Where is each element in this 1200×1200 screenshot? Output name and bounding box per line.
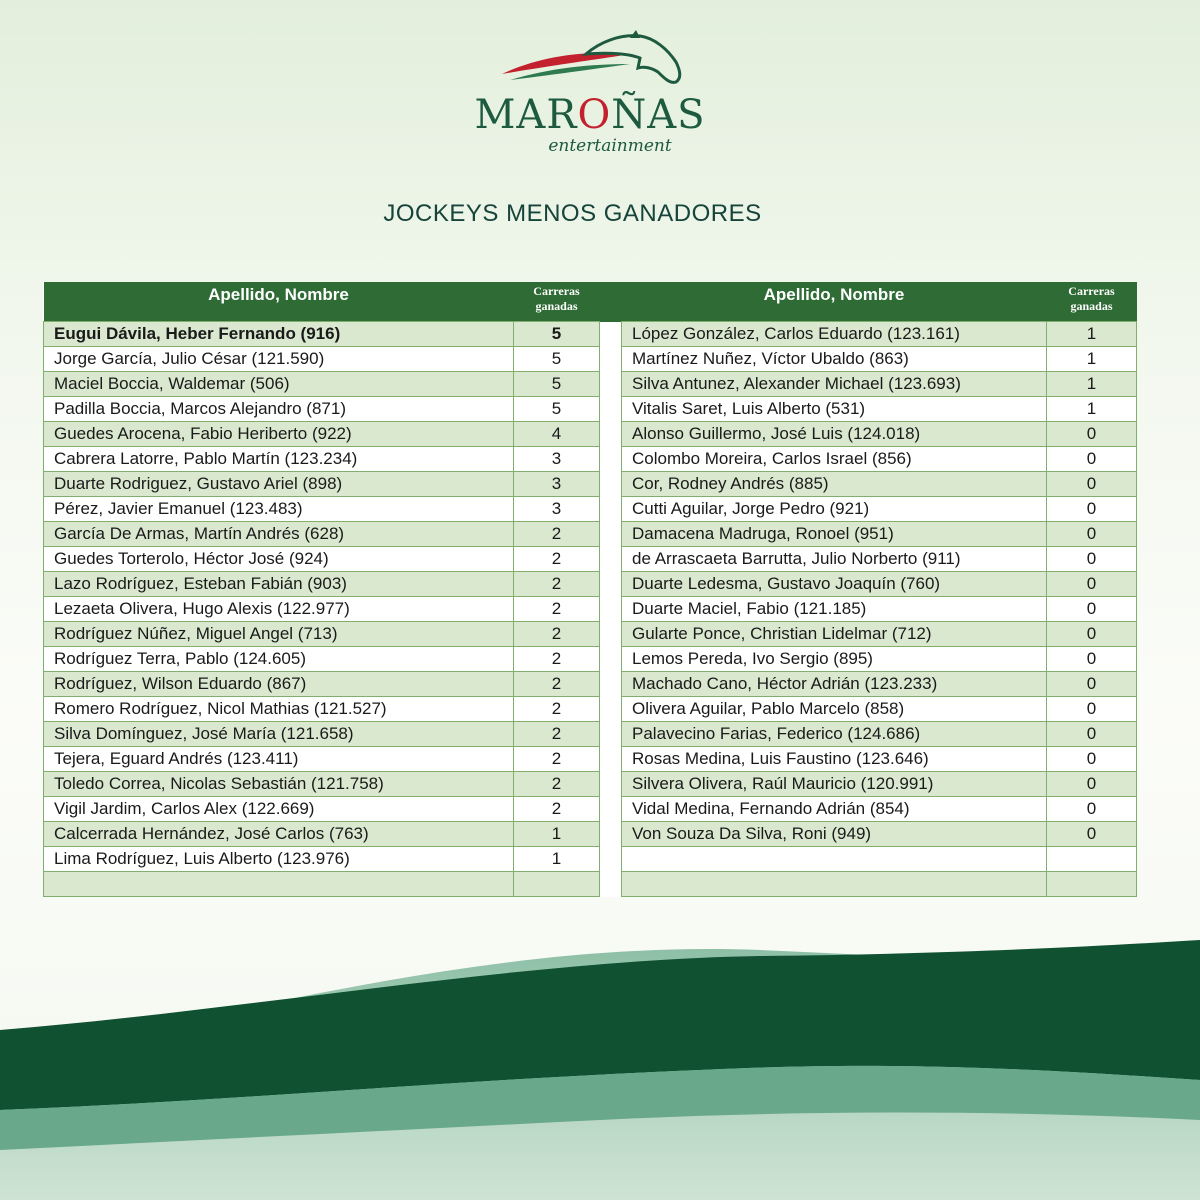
table-row — [44, 522, 1137, 547]
table-row — [44, 472, 1137, 497]
jockey-name: Rodríguez Núñez, Miguel Angel (713) — [44, 622, 514, 647]
wins-count: 2 — [514, 747, 600, 772]
wins-count: 3 — [514, 472, 600, 497]
results-table — [43, 282, 1136, 894]
jockey-name: Silva Antunez, Alexander Michael (123.693) — [622, 372, 1047, 397]
column-gap — [600, 597, 622, 622]
jockey-name: Lazo Rodríguez, Esteban Fabián (903) — [44, 572, 514, 597]
table-row — [44, 847, 1137, 872]
wins-count — [1047, 847, 1137, 872]
column-gap — [600, 397, 622, 422]
table-row — [44, 447, 1137, 472]
table-row — [44, 872, 1137, 897]
wins-count: 5 — [514, 372, 600, 397]
jockey-name: Jorge García, Julio César (121.590) — [44, 347, 514, 372]
jockey-name: Padilla Boccia, Marcos Alejandro (871) — [44, 397, 514, 422]
jockey-name: Colombo Moreira, Carlos Israel (856) — [622, 447, 1047, 472]
jockey-name: Eugui Dávila, Heber Fernando (916) — [44, 322, 514, 347]
jockey-name: Maciel Boccia, Waldemar (506) — [44, 372, 514, 397]
column-gap — [600, 372, 622, 397]
page-title: JOCKEYS MENOS GANADORES — [383, 200, 762, 227]
brand-part: ÑAS — [611, 92, 706, 138]
wins-count: 0 — [1047, 547, 1137, 572]
jockey-name: Palavecino Farias, Federico (124.686) — [622, 722, 1047, 747]
wins-count: 0 — [1047, 472, 1137, 497]
wins-count: 0 — [1047, 822, 1137, 847]
jockey-name: de Arrascaeta Barrutta, Julio Norberto (911) — [622, 547, 1047, 572]
wins-count: 2 — [514, 522, 600, 547]
jockey-name: Cabrera Latorre, Pablo Martín (123.234) — [44, 447, 514, 472]
jockey-name: Duarte Rodriguez, Gustavo Ariel (898) — [44, 472, 514, 497]
table-row — [44, 697, 1137, 722]
jockey-name: Machado Cano, Héctor Adrián (123.233) — [622, 672, 1047, 697]
wins-count: 2 — [514, 697, 600, 722]
column-header-count-bottom: ganadas — [1070, 299, 1113, 313]
jockey-name: Rosas Medina, Luis Faustino (123.646) — [622, 747, 1047, 772]
wins-count: 3 — [514, 497, 600, 522]
wins-count: 5 — [514, 322, 600, 347]
column-gap — [600, 347, 622, 372]
column-header-name: Apellido, Nombre — [622, 282, 1047, 322]
jockey-name: Alonso Guillermo, José Luis (124.018) — [622, 422, 1047, 447]
wins-count: 1 — [514, 822, 600, 847]
brand-wordmark — [460, 92, 720, 138]
jockey-name: Von Souza Da Silva, Roni (949) — [622, 822, 1047, 847]
column-gap — [600, 797, 622, 822]
column-header-count — [1047, 282, 1137, 322]
jockey-name: Guedes Torterolo, Héctor José (924) — [44, 547, 514, 572]
jockey-name: Rodríguez, Wilson Eduardo (867) — [44, 672, 514, 697]
wins-count: 0 — [1047, 797, 1137, 822]
wins-count: 0 — [1047, 697, 1137, 722]
footer-wave — [0, 930, 1200, 1200]
table-row — [44, 597, 1137, 622]
table-row — [44, 747, 1137, 772]
jockey-name: Toledo Correa, Nicolas Sebastián (121.758) — [44, 772, 514, 797]
wins-count: 2 — [514, 722, 600, 747]
jockey-name: Vitalis Saret, Luis Alberto (531) — [622, 397, 1047, 422]
table-row — [44, 822, 1137, 847]
column-gap — [600, 522, 622, 547]
jockey-name: Damacena Madruga, Ronoel (951) — [622, 522, 1047, 547]
jockey-name: Rodríguez Terra, Pablo (124.605) — [44, 647, 514, 672]
wins-count: 2 — [514, 572, 600, 597]
column-gap — [600, 472, 622, 497]
jockey-name: Cor, Rodney Andrés (885) — [622, 472, 1047, 497]
wins-count: 4 — [514, 422, 600, 447]
table-row — [44, 622, 1137, 647]
wins-count: 0 — [1047, 597, 1137, 622]
column-gap — [600, 622, 622, 647]
table-row — [44, 497, 1137, 522]
brand-part: MAR — [474, 92, 578, 138]
wins-count: 3 — [514, 447, 600, 472]
wins-count: 1 — [1047, 347, 1137, 372]
jockey-name: Duarte Ledesma, Gustavo Joaquín (760) — [622, 572, 1047, 597]
jockey-name: Duarte Maciel, Fabio (121.185) — [622, 597, 1047, 622]
wins-count: 2 — [514, 797, 600, 822]
wins-count: 0 — [1047, 572, 1137, 597]
jockey-name: Romero Rodríguez, Nicol Mathias (121.527) — [44, 697, 514, 722]
column-gap — [600, 847, 622, 872]
wins-count: 2 — [514, 597, 600, 622]
jockey-name: Olivera Aguilar, Pablo Marcelo (858) — [622, 697, 1047, 722]
wins-count: 2 — [514, 547, 600, 572]
column-gap — [600, 672, 622, 697]
jockey-name — [622, 872, 1047, 897]
column-header-name: Apellido, Nombre — [44, 282, 514, 322]
table-row — [44, 347, 1137, 372]
wins-count: 1 — [514, 847, 600, 872]
jockey-name: Martínez Nuñez, Víctor Ubaldo (863) — [622, 347, 1047, 372]
column-header-count-bottom: ganadas — [535, 299, 578, 313]
column-gap — [600, 572, 622, 597]
table-row — [44, 722, 1137, 747]
wins-count: 0 — [1047, 647, 1137, 672]
wins-count: 5 — [514, 347, 600, 372]
wins-count: 0 — [1047, 672, 1137, 697]
table-row — [44, 422, 1137, 447]
column-header-count — [514, 282, 600, 322]
jockey-name: López González, Carlos Eduardo (123.161) — [622, 322, 1047, 347]
wins-count: 2 — [514, 772, 600, 797]
column-gap — [600, 422, 622, 447]
jockey-name — [44, 872, 514, 897]
wins-count: 0 — [1047, 522, 1137, 547]
jockey-name: Gularte Ponce, Christian Lidelmar (712) — [622, 622, 1047, 647]
wins-count: 1 — [1047, 372, 1137, 397]
column-gap — [600, 822, 622, 847]
column-header-count-top: Carreras — [533, 284, 580, 298]
brand-tagline: entertainment — [548, 136, 672, 156]
jockey-name: Silvera Olivera, Raúl Mauricio (120.991) — [622, 772, 1047, 797]
wins-count: 2 — [514, 647, 600, 672]
jockey-name: Pérez, Javier Emanuel (123.483) — [44, 497, 514, 522]
wins-count: 0 — [1047, 772, 1137, 797]
column-gap — [600, 722, 622, 747]
wins-count: 2 — [514, 672, 600, 697]
jockey-name: Vigil Jardim, Carlos Alex (122.669) — [44, 797, 514, 822]
table-row — [44, 647, 1137, 672]
jockey-name: Lemos Pereda, Ivo Sergio (895) — [622, 647, 1047, 672]
wins-count — [514, 872, 600, 897]
table-row — [44, 372, 1137, 397]
jockey-name: Guedes Arocena, Fabio Heriberto (922) — [44, 422, 514, 447]
column-gap — [600, 497, 622, 522]
wins-count: 2 — [514, 622, 600, 647]
table-row — [44, 672, 1137, 697]
table-row — [44, 572, 1137, 597]
wins-count: 0 — [1047, 622, 1137, 647]
jockey-name: García De Armas, Martín Andrés (628) — [44, 522, 514, 547]
column-gap — [600, 772, 622, 797]
table-row — [44, 797, 1137, 822]
jockey-name: Tejera, Eguard Andrés (123.411) — [44, 747, 514, 772]
wins-count: 1 — [1047, 397, 1137, 422]
column-gap — [600, 647, 622, 672]
column-gap — [600, 747, 622, 772]
column-header-count-top: Carreras — [1068, 284, 1115, 298]
table-row — [44, 772, 1137, 797]
column-gap — [600, 547, 622, 572]
jockey-name: Lezaeta Olivera, Hugo Alexis (122.977) — [44, 597, 514, 622]
table-row — [44, 397, 1137, 422]
wins-count: 5 — [514, 397, 600, 422]
brand-accent: O — [577, 92, 612, 138]
wins-count: 0 — [1047, 497, 1137, 522]
jockey-name: Vidal Medina, Fernando Adrián (854) — [622, 797, 1047, 822]
column-gap — [600, 322, 622, 347]
wins-count: 1 — [1047, 322, 1137, 347]
table-row — [44, 322, 1137, 347]
wins-count — [1047, 872, 1137, 897]
column-gap — [600, 872, 622, 897]
column-header-gap — [600, 282, 622, 322]
column-gap — [600, 447, 622, 472]
wins-count: 0 — [1047, 447, 1137, 472]
jockey-name: Silva Domínguez, José María (121.658) — [44, 722, 514, 747]
column-gap — [600, 697, 622, 722]
jockey-name — [622, 847, 1047, 872]
jockey-name: Calcerrada Hernández, José Carlos (763) — [44, 822, 514, 847]
jockey-name: Cutti Aguilar, Jorge Pedro (921) — [622, 497, 1047, 522]
wins-count: 0 — [1047, 747, 1137, 772]
jockey-name: Lima Rodríguez, Luis Alberto (123.976) — [44, 847, 514, 872]
table-row — [44, 547, 1137, 572]
wins-count: 0 — [1047, 722, 1137, 747]
wins-count: 0 — [1047, 422, 1137, 447]
